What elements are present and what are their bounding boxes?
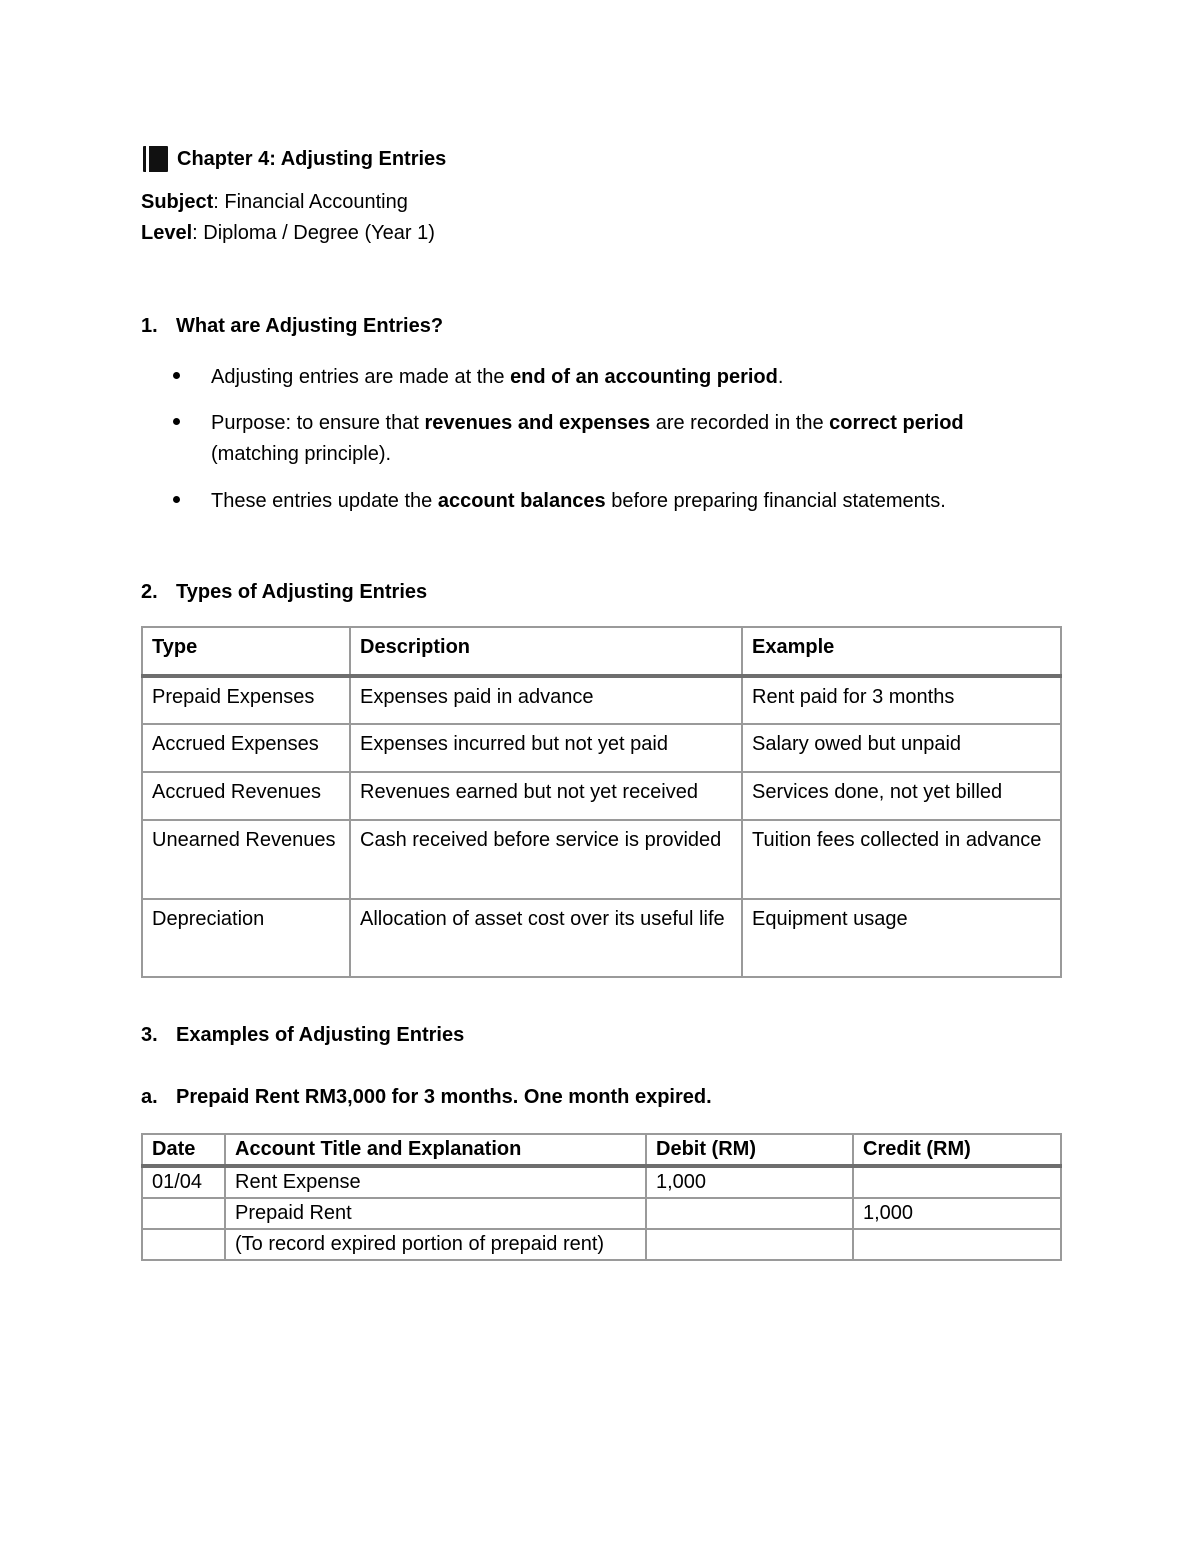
table-cell: Tuition fees collected in advance (742, 820, 1061, 899)
table-cell: Prepaid Rent (225, 1198, 646, 1229)
table-cell: 1,000 (646, 1166, 853, 1198)
table-row (142, 772, 1061, 820)
section-2-heading (141, 581, 427, 604)
table-cell: Rent paid for 3 months (742, 676, 1061, 724)
bullet-3-text: These entries update the (211, 490, 438, 512)
bullet-2-text: Purpose: to ensure that (211, 412, 425, 434)
table-cell (646, 1198, 853, 1229)
section-3-heading (141, 1024, 464, 1047)
bullet-1-text: Adjusting entries are made at the (211, 366, 511, 388)
bullet-3-bold: account balances (437, 490, 606, 512)
example-a-letter: a. (141, 1086, 158, 1108)
section-3-number: 3. (141, 1024, 158, 1046)
section-3-title: Examples of Adjusting Entries (176, 1024, 465, 1046)
bullet-dot (173, 418, 180, 425)
bullet-dot (173, 496, 180, 503)
bullet-dot (173, 372, 180, 379)
table-cell (142, 1198, 225, 1229)
level-line (141, 222, 435, 245)
table-cell: Accrued Expenses (142, 724, 350, 772)
table-cell: 01/04 (142, 1166, 225, 1198)
column-header: Type (142, 627, 350, 676)
table-cell: Services done, not yet billed (742, 772, 1061, 820)
table-row (142, 1198, 1061, 1229)
bullet-2-bold: revenues and expenses (424, 412, 651, 434)
column-header: Description (350, 627, 742, 676)
table-cell: Cash received before service is provided (350, 820, 742, 899)
section-2-number: 2. (141, 581, 158, 603)
table-cell: Expenses incurred but not yet paid (350, 724, 742, 772)
example-a-title: Prepaid Rent RM3,000 for 3 months. One month expired. (176, 1086, 712, 1108)
table-cell (853, 1166, 1061, 1198)
table-row (142, 899, 1061, 977)
subject-value: : Financial Accounting (213, 191, 408, 213)
section-1-number: 1. (141, 315, 158, 337)
level-label: Level (141, 222, 193, 244)
bullet-3-post: before preparing financial statements. (605, 490, 946, 512)
section-1-heading (141, 315, 443, 338)
table-cell: Revenues earned but not yet received (350, 772, 742, 820)
chapter-title (143, 144, 446, 174)
subject-label: Subject (141, 191, 214, 213)
section-1-title: What are Adjusting Entries? (176, 315, 444, 337)
table-cell: Expenses paid in advance (350, 676, 742, 724)
column-header: Credit (RM) (853, 1134, 1061, 1166)
section-2-title: Types of Adjusting Entries (176, 581, 428, 603)
table-row (142, 1229, 1061, 1260)
table-cell: Allocation of asset cost over its useful life (350, 899, 742, 977)
table-cell (853, 1229, 1061, 1260)
bullet-1-post: . (777, 366, 784, 388)
table-header-row (142, 627, 1061, 676)
table-header-row (142, 1134, 1061, 1166)
table-row (142, 676, 1061, 724)
table-cell: Equipment usage (742, 899, 1061, 977)
table-cell: Prepaid Expenses (142, 676, 350, 724)
table-cell: Depreciation (142, 899, 350, 977)
table-cell (646, 1229, 853, 1260)
table-cell (142, 1229, 225, 1260)
example-a-heading (141, 1086, 712, 1109)
book-icon (143, 146, 168, 172)
chapter-title-text: Chapter 4: Adjusting Entries (177, 147, 447, 170)
bullet-2-mid: are recorded in the (650, 412, 830, 434)
level-value: : Diploma / Degree (Year 1) (192, 222, 435, 244)
table-row (142, 724, 1061, 772)
table-row (142, 820, 1061, 899)
table-cell: (To record expired portion of prepaid rent) (225, 1229, 646, 1260)
table-cell: Unearned Revenues (142, 820, 350, 899)
table-cell: Rent Expense (225, 1166, 646, 1198)
column-header: Debit (RM) (646, 1134, 853, 1166)
table-cell: 1,000 (853, 1198, 1061, 1229)
table-cell: Accrued Revenues (142, 772, 350, 820)
types-table (141, 626, 1062, 978)
table-row (142, 1166, 1061, 1198)
subject-line (141, 191, 408, 214)
column-header: Date (142, 1134, 225, 1166)
journal-table (141, 1133, 1062, 1261)
bullet-1-bold: end of an accounting period (510, 366, 778, 388)
bullet-2-bold2: correct period (829, 412, 964, 434)
table-cell: Salary owed but unpaid (742, 724, 1061, 772)
column-header: Account Title and Explanation (225, 1134, 646, 1166)
column-header: Example (742, 627, 1061, 676)
bullet-2-line2: (matching principle). (211, 443, 392, 465)
